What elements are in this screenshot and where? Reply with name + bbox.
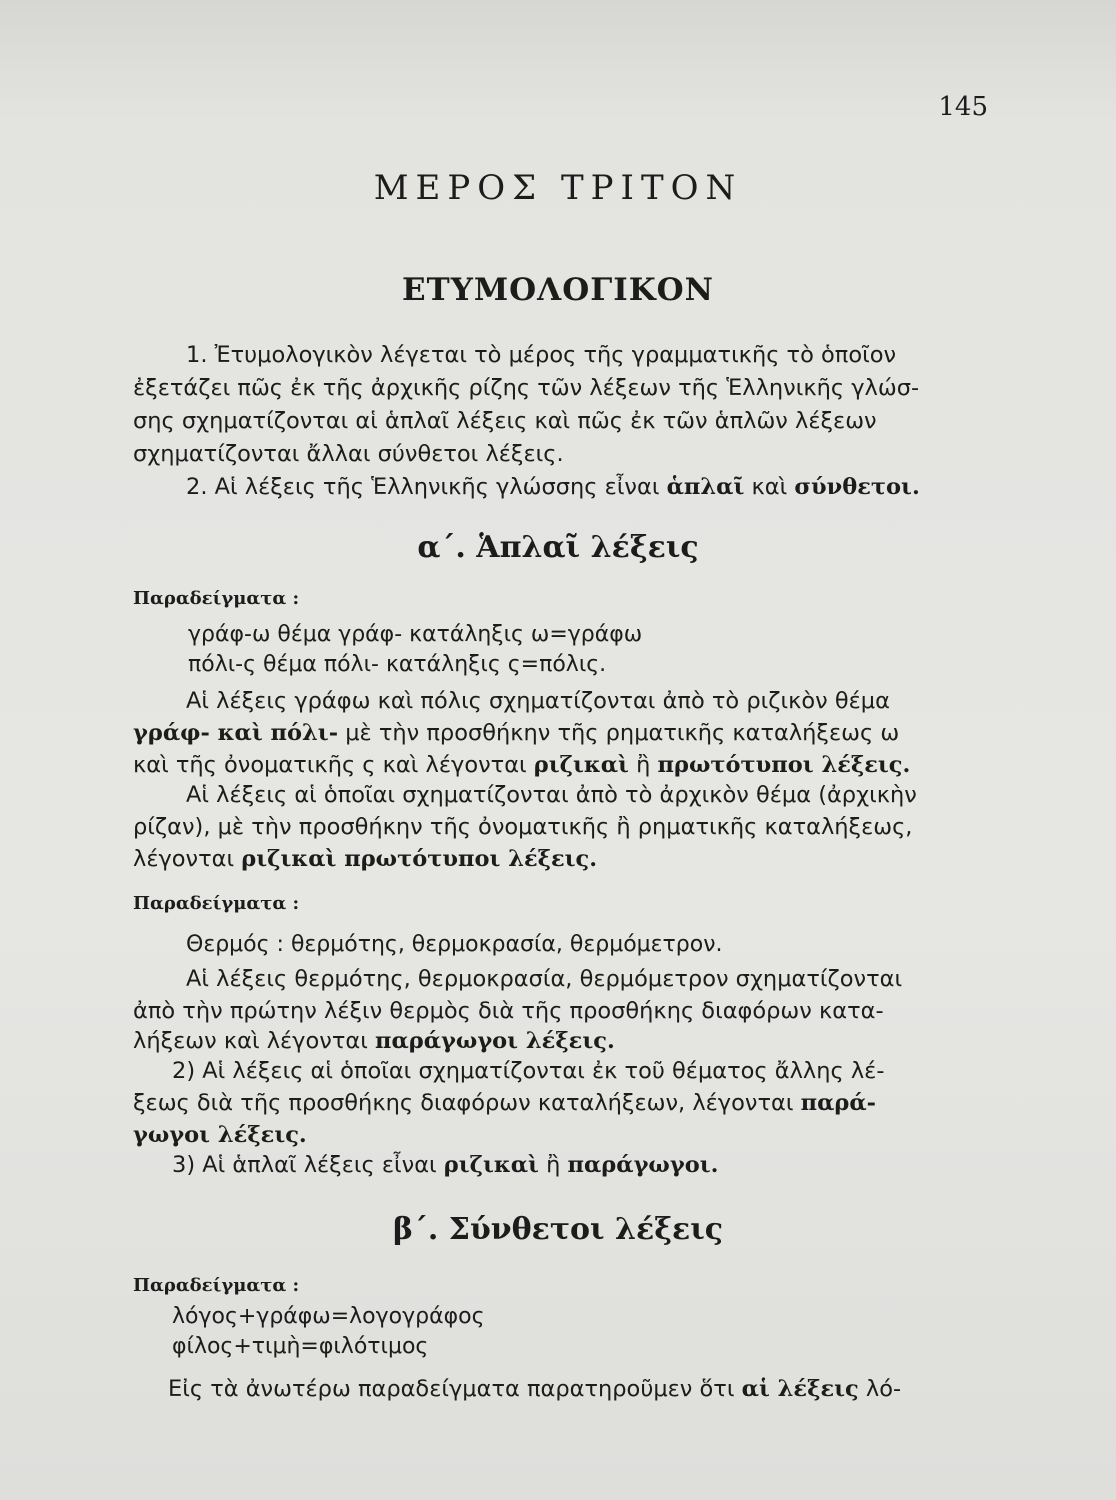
paragraph-5-line-1: Αἱ λέξεις θερμότης, θερμοκρασία, θερμόμετρον σχηματίζονται bbox=[186, 966, 903, 992]
paragraph-1-line-2: ἐξετάζει πῶς ἐκ τῆς ἀρχικῆς ρίζης τῶν λέξεων τῆς Ἑλληνικῆς γλώσ- bbox=[133, 375, 920, 401]
term-derivative-start: παρά- bbox=[800, 1090, 877, 1116]
term-primitive: πρωτότυποι λέξεις. bbox=[657, 752, 911, 778]
examples-label-a: Παραδείγματα : bbox=[133, 588, 300, 609]
paragraph-4-line-2: ρίζαν), μὲ τὴν προσθήκην τῆς ὀνοματικῆς ἢ ρηματικῆς καταλήξεως, bbox=[133, 814, 913, 840]
paragraph-2-text: 2. Αἱ λέξεις τῆς Ἑλληνικῆς γλώσσης εἶναι bbox=[186, 474, 660, 500]
term-simple: ἁπλαῖ bbox=[666, 474, 745, 500]
part-title: ΜΕΡΟΣ ΤΡΙΤΟΝ bbox=[373, 168, 743, 208]
paragraph-3-line-1: Αἱ λέξεις γράφω καὶ πόλις σχηματίζονται ἀπὸ τὸ ριζικὸν θέμα bbox=[186, 688, 890, 714]
paragraph-2 bbox=[186, 474, 920, 500]
paragraph-8-bold: αἱ λέξεις bbox=[741, 1376, 859, 1402]
example-c1: λόγος+γράφω=λογογράφος bbox=[172, 1304, 485, 1329]
paragraph-4-line-1: Αἱ λέξεις αἱ ὁποῖαι σχηματίζονται ἀπὸ τὸ ἀρχικὸν θέμα (ἀρχικὴν bbox=[186, 782, 917, 808]
paragraph-6-line-1: 2) Αἱ λέξεις αἱ ὁποῖαι σχηματίζονται ἐκ τοῦ θέματος ἄλλης λέ- bbox=[172, 1058, 885, 1084]
paragraph-1-line-4: σχηματίζονται ἄλλαι σύνθετοι λέξεις. bbox=[133, 441, 564, 467]
paragraph-5-line-3 bbox=[133, 1028, 615, 1054]
term-derivative-2: παράγωγοι. bbox=[567, 1152, 719, 1178]
example-a1: γράφ-ω θέμα γράφ- κατάληξις ω=γράφω bbox=[188, 622, 643, 647]
stems-term: γράφ- καὶ πόλι- bbox=[133, 720, 339, 746]
paragraph-1-line-3: σης σχηματίζονται αἱ ἁπλαῖ λέξεις καὶ πῶς ἐκ τῶν ἁπλῶν λέξεων bbox=[133, 408, 877, 434]
paragraph-8-text: Εἰς τὰ ἀνωτέρω παραδείγματα παρατηροῦμεν ὅτι bbox=[168, 1376, 735, 1402]
term-root-2: ριζικαὶ bbox=[443, 1152, 539, 1178]
paragraph-6-line-2-text: ξεως διὰ τῆς προσθήκης διαφόρων καταλήξεων, λέγονται bbox=[133, 1090, 794, 1116]
paragraph-2-and: καὶ bbox=[751, 474, 788, 500]
paragraph-4-line-3 bbox=[133, 846, 597, 872]
paragraph-8 bbox=[168, 1376, 901, 1402]
example-c2: φίλος+τιμὴ=φιλότιμος bbox=[172, 1334, 429, 1359]
chapter-title: ΕΤΥΜΟΛΟΓΙΚΟΝ bbox=[402, 272, 714, 308]
paragraph-1-line-1: 1. Ἐτυμολογικὸν λέγεται τὸ μέρος τῆς γραμματικῆς τὸ ὁποῖον bbox=[186, 342, 897, 368]
example-a2: πόλι-ς θέμα πόλι- κατάληξις ς=πόλις. bbox=[188, 652, 607, 677]
examples-label-b: Παραδείγματα : bbox=[133, 893, 300, 914]
paragraph-6-line-2 bbox=[133, 1090, 876, 1116]
paragraph-6-line-3 bbox=[133, 1122, 307, 1148]
example-b: Θερμός : θερμότης, θερμοκρασία, θερμόμετρον. bbox=[186, 932, 723, 957]
examples-label-c: Παραδείγματα : bbox=[133, 1275, 300, 1296]
paragraph-3-line-2 bbox=[133, 720, 899, 746]
paragraph-7-or: ἢ bbox=[546, 1152, 561, 1178]
page-number: 145 bbox=[938, 92, 988, 122]
section-a-heading: α΄. Ἁπλαῖ λέξεις bbox=[417, 530, 699, 565]
paragraph-7-text: 3) Αἱ ἁπλαῖ λέξεις εἶναι bbox=[172, 1152, 437, 1178]
paragraph-3-line-2-text: μὲ τὴν προσθήκην τῆς ρηματικῆς καταλήξεως ω bbox=[345, 720, 900, 746]
term-derivative: παράγωγοι λέξεις. bbox=[374, 1028, 615, 1054]
paragraph-5-line-3-text: λήξεων καὶ λέγονται bbox=[133, 1028, 368, 1054]
paragraph-5-line-2: ἀπὸ τὴν πρώτην λέξιν θερμὸς διὰ τῆς προσθήκης διαφόρων κατα- bbox=[133, 998, 884, 1024]
paragraph-3-or: ἢ bbox=[636, 752, 651, 778]
section-b-heading: β΄. Σύνθετοι λέξεις bbox=[392, 1212, 724, 1247]
paragraph-7 bbox=[172, 1152, 718, 1178]
term-root: ριζικαὶ bbox=[533, 752, 629, 778]
term-derivative-end: γωγοι λέξεις. bbox=[133, 1122, 307, 1148]
paragraph-4-line-3-text: λέγονται bbox=[133, 846, 235, 872]
paragraph-3-line-3-text: καὶ τῆς ὀνοματικῆς ς καὶ λέγονται bbox=[133, 752, 527, 778]
term-root-primitive: ριζικαὶ πρωτότυποι λέξεις. bbox=[241, 846, 598, 872]
term-compound: σύνθετοι. bbox=[794, 474, 920, 500]
paragraph-3-line-3 bbox=[133, 752, 910, 778]
paragraph-8-end: λό- bbox=[865, 1376, 902, 1402]
